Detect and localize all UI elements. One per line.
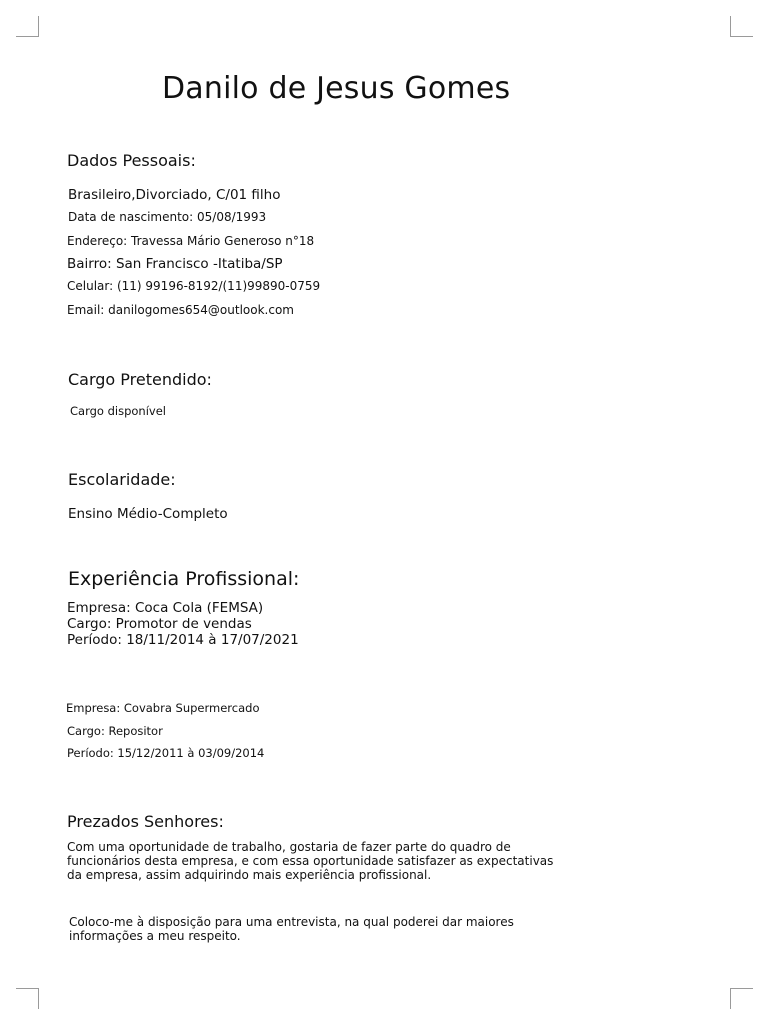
job2-role: Cargo: Repositor xyxy=(67,724,163,738)
crop-mark-bottom-left xyxy=(16,988,39,1009)
candidate-name: Danilo de Jesus Gomes xyxy=(162,71,511,106)
escolaridade-value: Ensino Médio-Completo xyxy=(68,506,228,522)
section-title-cargo: Cargo Pretendido: xyxy=(68,370,212,389)
neighborhood: Bairro: San Francisco -Itatiba/SP xyxy=(67,256,283,272)
job2-period: Período: 15/12/2011 à 03/09/2014 xyxy=(67,746,265,760)
section-title-escolaridade: Escolaridade: xyxy=(68,470,176,489)
address: Endereço: Travessa Mário Generoso n°18 xyxy=(67,234,315,248)
job1-role: Cargo: Promotor de vendas xyxy=(67,616,252,632)
cover-paragraph-1: Com uma oportunidade de trabalho, gostaria de fazer parte do quadro de funcionários desta empresa, e com essa oportunidade satisfazer as expectativas da empresa, assim adquirindo mais experiência profissional. xyxy=(67,840,554,882)
job2-company: Empresa: Covabra Supermercado xyxy=(66,701,260,715)
cover-paragraph-2: Coloco-me à disposição para uma entrevista, na qual poderei dar maiores informações a meu respeito. xyxy=(69,915,514,943)
job1-period: Período: 18/11/2014 à 17/07/2021 xyxy=(67,632,299,648)
personal-status: Brasileiro,Divorciado, C/01 filho xyxy=(68,187,281,203)
crop-mark-bottom-right xyxy=(730,988,753,1009)
section-title-experiencia: Experiência Profissional: xyxy=(68,568,300,590)
section-title-prezados: Prezados Senhores: xyxy=(67,812,224,831)
crop-mark-top-left xyxy=(16,16,39,37)
cargo-value: Cargo disponível xyxy=(70,404,166,418)
job1-company: Empresa: Coca Cola (FEMSA) xyxy=(67,600,264,616)
crop-mark-top-right xyxy=(730,16,753,37)
phone: Celular: (11) 99196-8192/(11)99890-0759 xyxy=(67,279,321,293)
section-title-dados-pessoais: Dados Pessoais: xyxy=(67,151,196,170)
birth-date: Data de nascimento: 05/08/1993 xyxy=(68,210,267,224)
email: Email: danilogomes654@outlook.com xyxy=(67,303,294,317)
